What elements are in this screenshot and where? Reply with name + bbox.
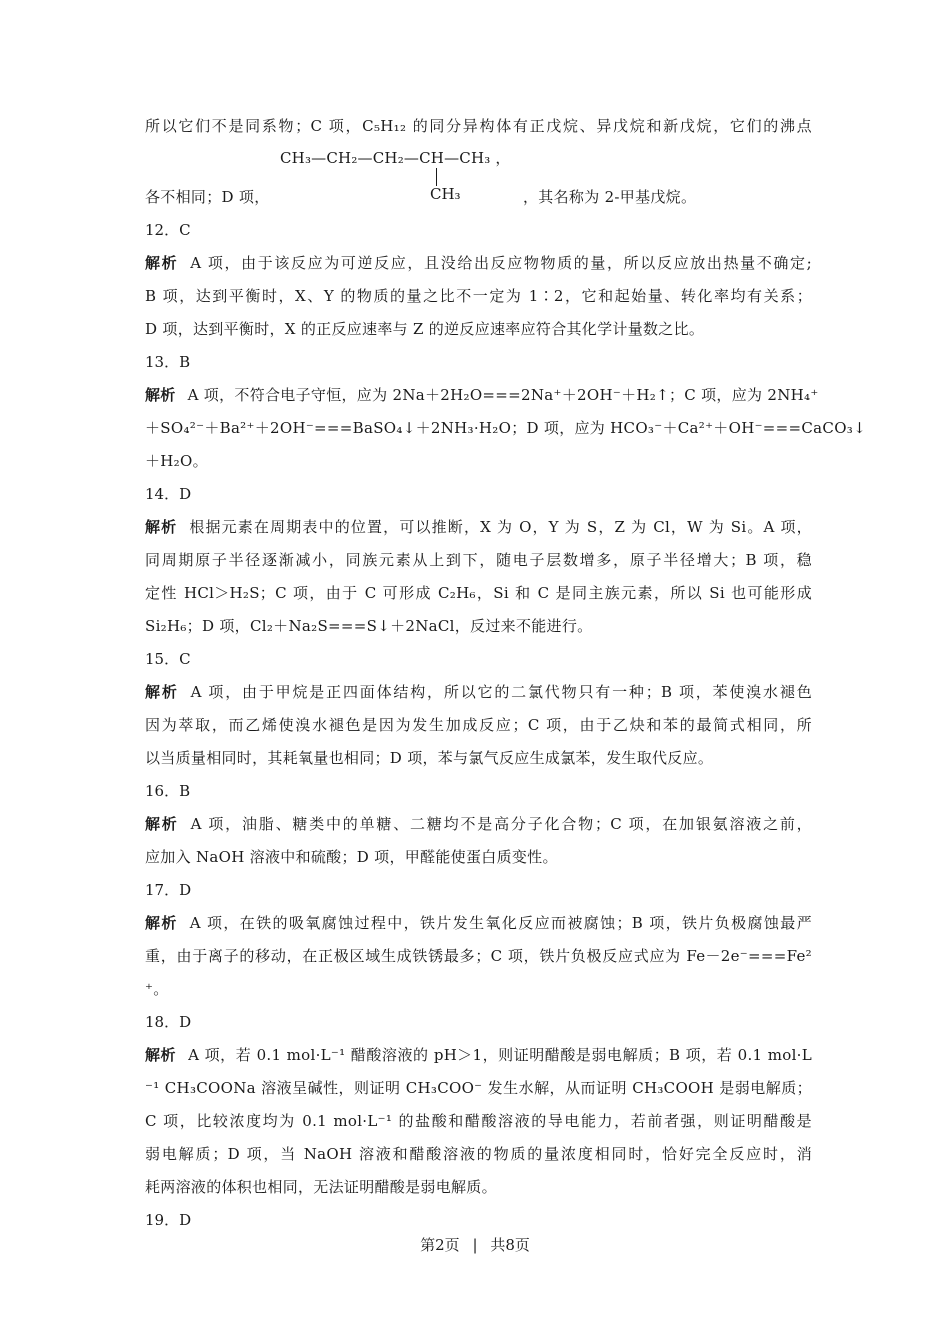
text-segment: A 项，在铁的吸氧腐蚀过程中，铁片发生氧化反应而被腐蚀；B 项，铁片负极腐蚀最严	[189, 914, 812, 932]
jiexi-label: 解析	[145, 254, 179, 272]
text-line: 同周期原子半径逐渐减小，同族元素从上到下，随电子层数增多，原子半径增大；B 项，稳	[145, 551, 812, 569]
text-line: 耗两溶液的体积也相同，无法证明醋酸是弱电解质。	[145, 1178, 497, 1196]
text-line: 重，由于离子的移动，在正极区域生成铁锈最多；C 项，铁片负极反应式应为 Fe－2e⁻===Fe²	[145, 947, 812, 965]
text-line	[145, 515, 812, 539]
text-segment: A 项，不符合电子守恒，应为 2Na＋2H₂O===2Na⁺＋2OH⁻＋H₂↑；C 项，应为 2NH₄⁺	[187, 386, 819, 404]
text-line: 应加入 NaOH 溶液中和硫酸；D 项，甲醛能使蛋白质变性。	[145, 848, 558, 866]
answer-number: 12．C	[145, 221, 191, 239]
text-line: C 项，比较浓度均为 0.1 mol·L⁻¹ 的盐酸和醋酸溶液的导电能力，若前者强，则证明醋酸是	[145, 1112, 812, 1130]
formula-main-chain: CH₃—CH₂—CH₂—CH—CH₃ ，	[280, 149, 511, 167]
text-line	[145, 911, 812, 935]
text-segment: ，其名称为 2-甲基戊烷。	[523, 188, 697, 206]
text-segment: 根据元素在周期表中的位置，可以推断，X 为 O，Y 为 S，Z 为 Cl，W 为 Si。A 项，	[189, 518, 812, 536]
answer-number: 19．D	[145, 1211, 192, 1229]
text-line: 弱电解质；D 项，当 NaOH 溶液和醋酸溶液的物质的量浓度相同时，恰好完全反应时，消	[145, 1145, 812, 1163]
answer-number: 17．D	[145, 881, 192, 899]
text-line	[145, 383, 819, 407]
answer-number: 18．D	[145, 1013, 192, 1031]
text-line: ＋H₂O。	[145, 452, 208, 470]
text-line: 定性 HCl＞H₂S；C 项，由于 C 可形成 C₂H₆，Si 和 C 是同主族元素，所以 Si 也可能形成	[145, 584, 812, 602]
text-line: ⁻¹ CH₃COONa 溶液呈碱性，则证明 CH₃COO⁻ 发生水解，从而证明 CH₃COOH 是弱电解质；	[145, 1079, 812, 1097]
answer-number: 14．D	[145, 485, 192, 503]
footer-page-number: 第2页	[420, 1236, 460, 1254]
text-line	[145, 185, 812, 209]
text-segment: A 项，油脂、糖类中的单糖、二糖均不是高分子化合物；C 项，在加银氨溶液之前，	[190, 815, 812, 833]
text-line	[145, 680, 812, 704]
text-segment: A 项，若 0.1 mol·L⁻¹ 醋酸溶液的 pH＞1，则证明醋酸是弱电解质；B 项，若 0.1 mol·L	[188, 1046, 812, 1064]
footer-total-pages: 共8页	[490, 1236, 530, 1254]
jiexi-label: 解析	[145, 914, 178, 932]
text-line: 以当质量相同时，其耗氧量也相同；D 项，苯与氯气反应生成氯苯，发生取代反应。	[145, 749, 714, 767]
text-line	[145, 251, 812, 275]
text-line: 因为萃取，而乙烯使溴水褪色是因为发生加成反应；C 项，由于乙炔和苯的最简式相同，所	[145, 716, 812, 734]
text-segment: A 项，由于该反应为可逆反应，且没给出反应物物质的量，所以反应放出热量不确定;	[190, 254, 813, 272]
jiexi-label: 解析	[145, 815, 179, 833]
text-line: Si₂H₆；D 项，Cl₂＋Na₂S===S↓＋2NaCl，反过来不能进行。	[145, 617, 593, 635]
answer-number: 16．B	[145, 782, 191, 800]
formula-branch: CH₃	[430, 185, 461, 203]
text-line: ＋SO₄²⁻＋Ba²⁺＋2OH⁻===BaSO₄↓＋2NH₃·H₂O；D 项，应为 HCO₃⁻＋Ca²⁺＋OH⁻===CaCO₃↓	[145, 419, 866, 437]
footer-separator: |	[472, 1236, 478, 1254]
text-line: D 项，达到平衡时，X 的正反应速率与 Z 的逆反应速率应符合其化学计量数之比。	[145, 320, 705, 338]
text-line	[145, 1043, 812, 1067]
text-segment: 各不相同；D 项，	[145, 188, 270, 206]
answer-number: 13．B	[145, 353, 191, 371]
jiexi-label: 解析	[145, 386, 176, 404]
jiexi-label: 解析	[145, 1046, 177, 1064]
answer-number: 15．C	[145, 650, 191, 668]
jiexi-label: 解析	[145, 518, 178, 536]
text-line: 所以它们不是同系物；C 项，C₅H₁₂ 的同分异构体有正戊烷、异戊烷和新戊烷，它们的沸点	[145, 117, 812, 135]
formula-bond	[436, 168, 437, 186]
text-segment: A 项，由于甲烷是正四面体结构，所以它的二氯代物只有一种；B 项，苯使溴水褪色	[190, 683, 812, 701]
page-footer	[0, 1234, 950, 1255]
text-line: ⁺。	[145, 980, 169, 998]
text-line	[145, 812, 812, 836]
jiexi-label: 解析	[145, 683, 179, 701]
text-line: B 项，达到平衡时，X、Y 的物质的量之比不一定为 1∶2，它和起始量、转化率均有关系；	[145, 287, 812, 305]
